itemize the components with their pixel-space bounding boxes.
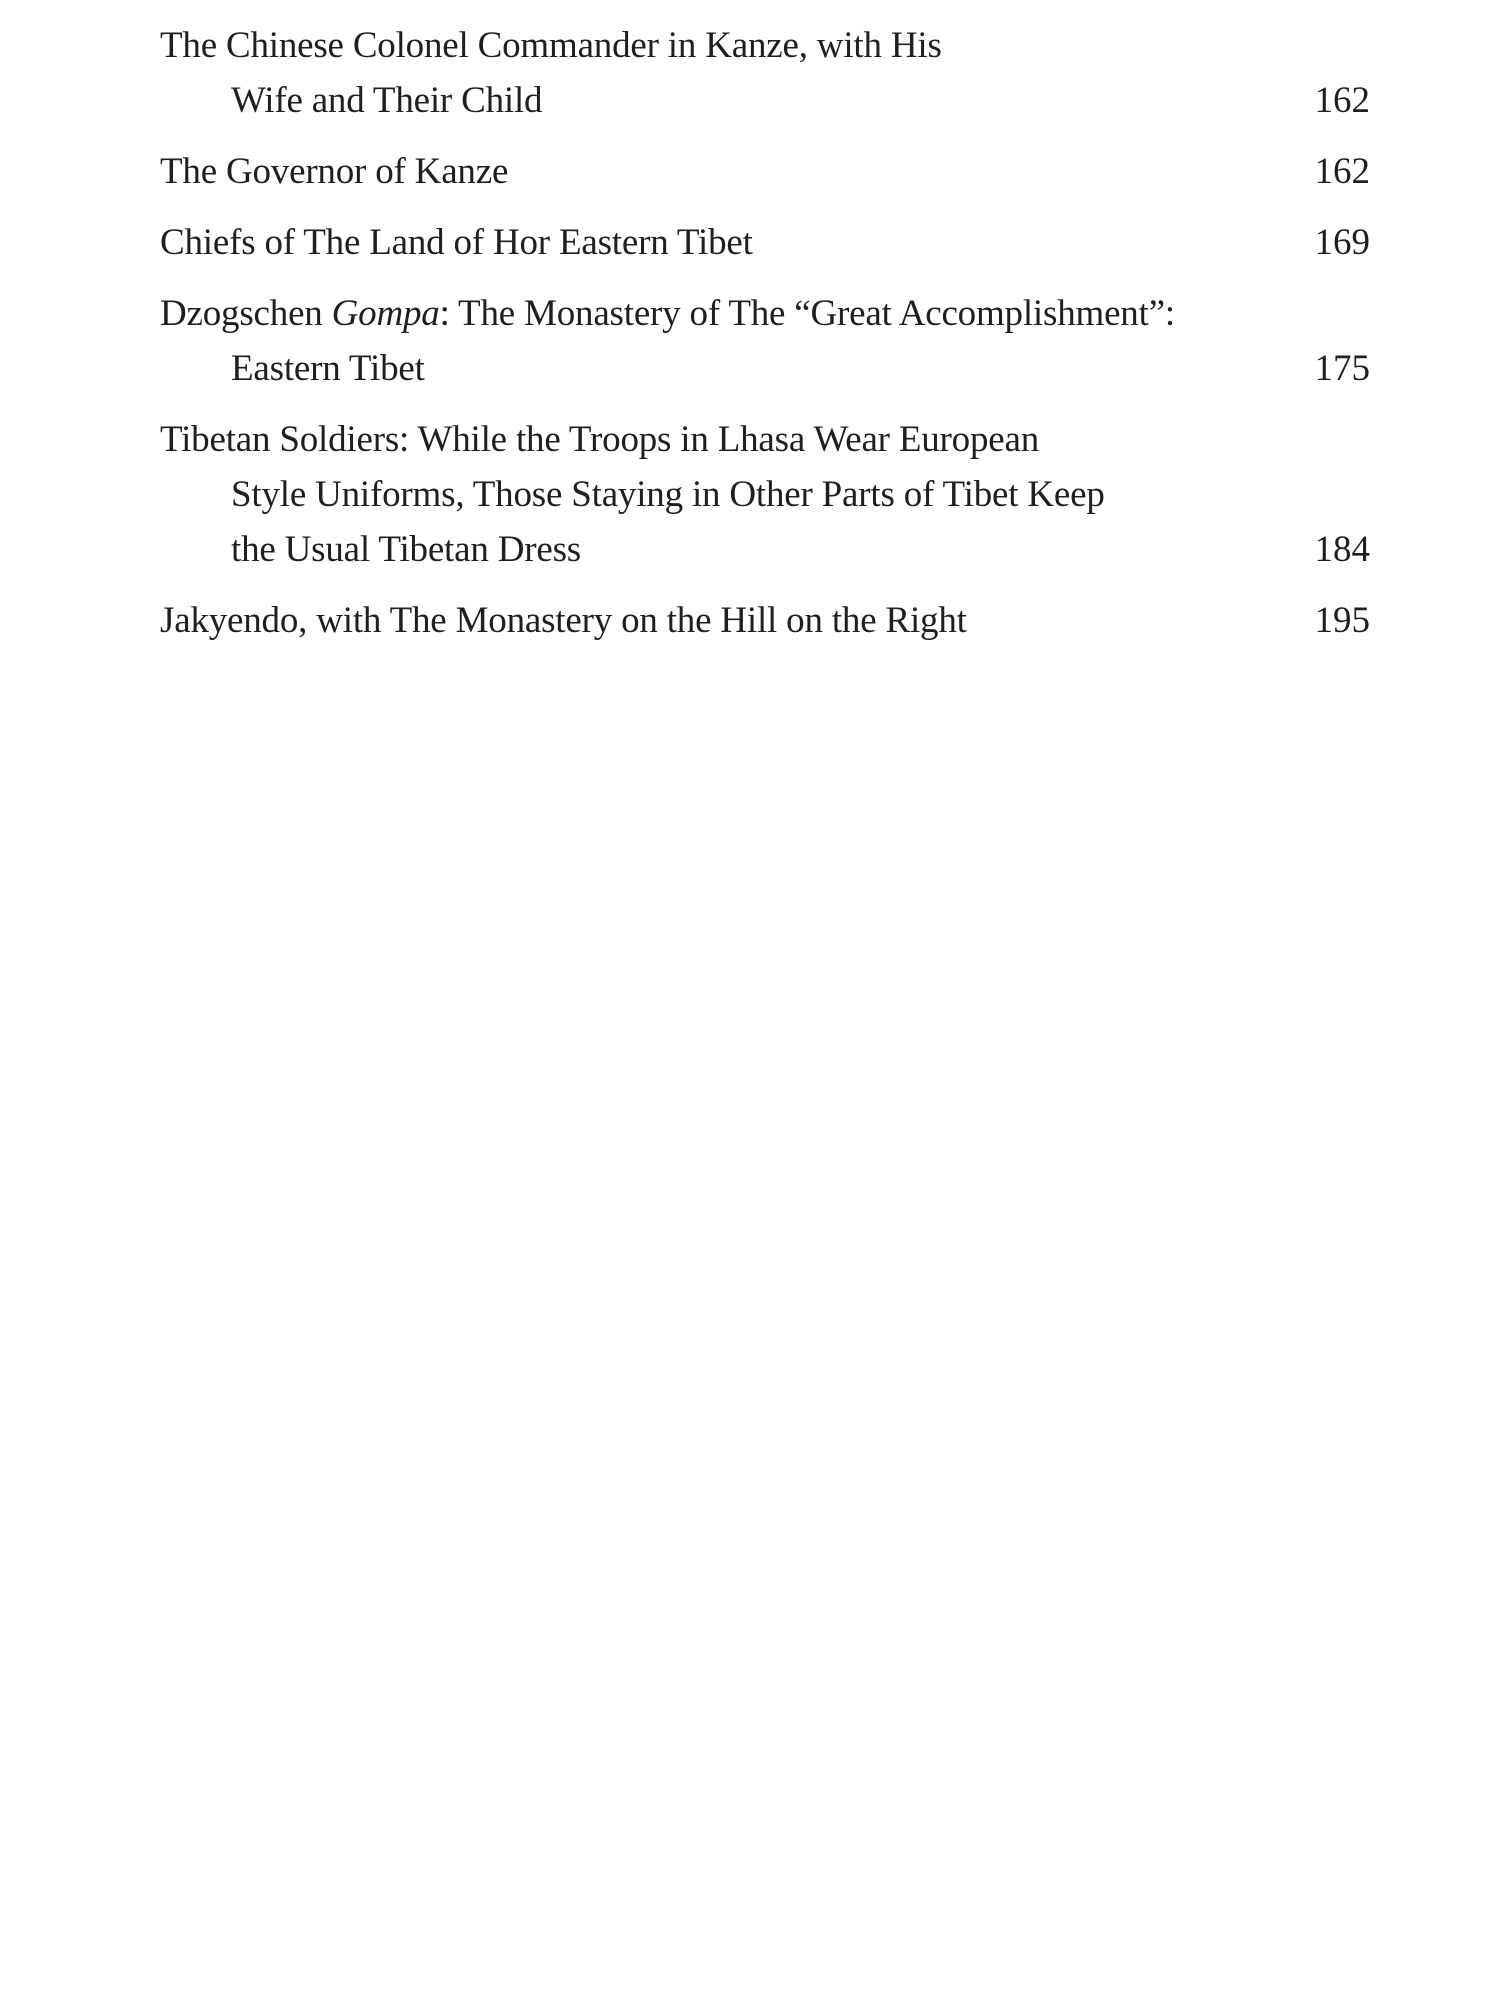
toc-entry	[160, 286, 1370, 396]
toc-entry	[160, 412, 1370, 577]
entry-page-number: 195	[1314, 600, 1370, 641]
entry-title-continuation: Wife and Their Child	[231, 80, 543, 121]
entry-page-number: 162	[1314, 151, 1370, 192]
entry-title-line: The Chinese Colonel Commander in Kanze, with His	[160, 25, 942, 66]
entry-title-italic: Gompa	[331, 293, 440, 334]
list-of-illustrations	[160, 18, 1370, 664]
toc-entry	[160, 215, 1370, 270]
entry-title-text: : The Monastery of The “Great Accomplishment”:	[439, 293, 1175, 334]
entry-page-number: 184	[1314, 529, 1370, 570]
toc-entry	[160, 144, 1370, 199]
entry-title-continuation: Style Uniforms, Those Staying in Other Parts of Tibet Keep	[231, 474, 1105, 515]
entry-title-continuation: the Usual Tibetan Dress	[231, 529, 581, 570]
entry-title-line: Jakyendo, with The Monastery on the Hill on the Right	[160, 600, 967, 641]
entry-title-line: Tibetan Soldiers: While the Troops in Lhasa Wear European	[160, 419, 1040, 460]
toc-entry	[160, 18, 1370, 128]
entry-title-line	[160, 286, 1370, 341]
entry-title-line: The Governor of Kanze	[160, 151, 509, 192]
entry-title-continuation: Eastern Tibet	[231, 348, 425, 389]
entry-title-line: Chiefs of The Land of Hor Eastern Tibet	[160, 222, 753, 263]
entry-page-number: 175	[1314, 348, 1370, 389]
entry-page-number: 169	[1314, 222, 1370, 263]
toc-entry	[160, 593, 1370, 648]
entry-page-number: 162	[1314, 80, 1370, 121]
entry-title-text: Dzogschen	[160, 293, 332, 334]
